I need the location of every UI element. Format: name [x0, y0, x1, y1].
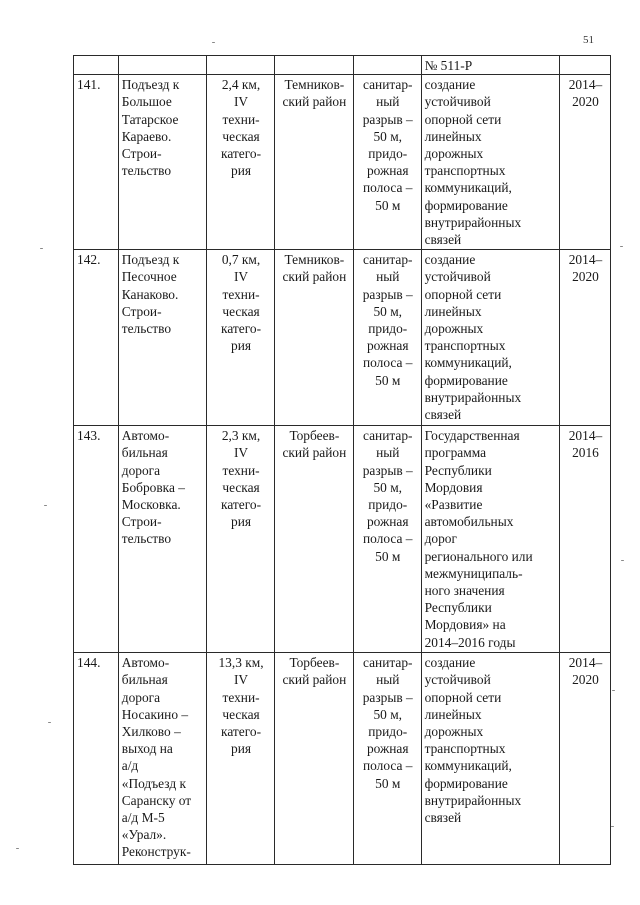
scan-speck: [44, 505, 47, 506]
period: 2014– 2020: [568, 77, 603, 110]
basis-text: создание устойчивой опорной сети линейных дорожных транспортных коммуникаций, формирование внутрирайонных связей: [424, 77, 522, 248]
table-row: [74, 75, 611, 250]
road-location: Торбеев- ский район: [282, 428, 347, 461]
table-header-row: [74, 56, 611, 75]
page-number: 51: [583, 34, 594, 46]
road-name: Подъезд к Песочное Канаково. Строи- тельство: [121, 252, 180, 337]
basis-text: Государственная программа Республики Мордовия «Развитие автомобильных дорог регионального или межмуниципаль- ного значения Республики Мордовия» на 2014–2016 годы: [424, 428, 533, 650]
scan-speck: [620, 246, 623, 247]
period: 2014– 2020: [568, 252, 603, 285]
row-number: 143.: [74, 426, 119, 653]
order-reference: № 511-Р: [421, 56, 559, 75]
road-length: 2,4 км, IV техни- ческая катего- рия: [221, 77, 262, 179]
road-name: Подъезд к Большое Татарское Караево. Строи- тельство: [121, 77, 180, 179]
scan-speck: [16, 848, 19, 849]
header-cell: [353, 56, 421, 75]
scan-speck: [612, 690, 615, 691]
header-cell: [559, 56, 610, 75]
road-length: 13,3 км, IV техни- ческая катего- рия: [218, 655, 264, 757]
protection-zone: санитар- ный разрыв – 50 м, придо- рожная полоса – 50 м: [362, 655, 413, 791]
table-row: [74, 250, 611, 426]
period: 2014– 2016: [568, 428, 603, 461]
row-number: 142.: [74, 250, 119, 426]
scan-speck: [212, 42, 215, 43]
header-cell: [207, 56, 275, 75]
protection-zone: санитар- ный разрыв – 50 м, придо- рожная полоса – 50 м: [362, 428, 413, 564]
road-location: Темников- ский район: [282, 252, 347, 285]
scan-speck: [621, 560, 624, 561]
road-name: Автомо- бильная дорога Носакино – Хилково – выход на а/д «Подъезд к Саранску от а/д М-5 «Урал». Реконструк-: [121, 655, 192, 860]
road-length: 0,7 км, IV техни- ческая катего- рия: [221, 252, 262, 354]
row-number: 141.: [74, 75, 119, 250]
table-row: [74, 653, 611, 865]
row-number: 144.: [74, 653, 119, 865]
road-length: 2,3 км, IV техни- ческая катего- рия: [221, 428, 262, 530]
basis-text: создание устойчивой опорной сети линейных дорожных транспортных коммуникаций, формирование внутрирайонных связей: [424, 655, 522, 826]
roads-table: [73, 55, 611, 865]
basis-text: создание устойчивой опорной сети линейных дорожных транспортных коммуникаций, формирование внутрирайонных связей: [424, 252, 522, 423]
period: 2014– 2020: [568, 655, 603, 688]
protection-zone: санитар- ный разрыв – 50 м, придо- рожная полоса – 50 м: [362, 252, 413, 388]
protection-zone: санитар- ный разрыв – 50 м, придо- рожная полоса – 50 м: [362, 77, 413, 213]
scan-speck: [611, 826, 614, 827]
table-row: [74, 426, 611, 653]
scan-speck: [40, 248, 43, 249]
road-name: Автомо- бильная дорога Бобровка – Московка. Строи- тельство: [121, 428, 185, 547]
road-location: Темников- ский район: [282, 77, 347, 110]
road-location: Торбеев- ский район: [282, 655, 347, 688]
header-cell: [274, 56, 353, 75]
scan-speck: [48, 722, 51, 723]
header-cell: [74, 56, 119, 75]
header-cell: [118, 56, 206, 75]
